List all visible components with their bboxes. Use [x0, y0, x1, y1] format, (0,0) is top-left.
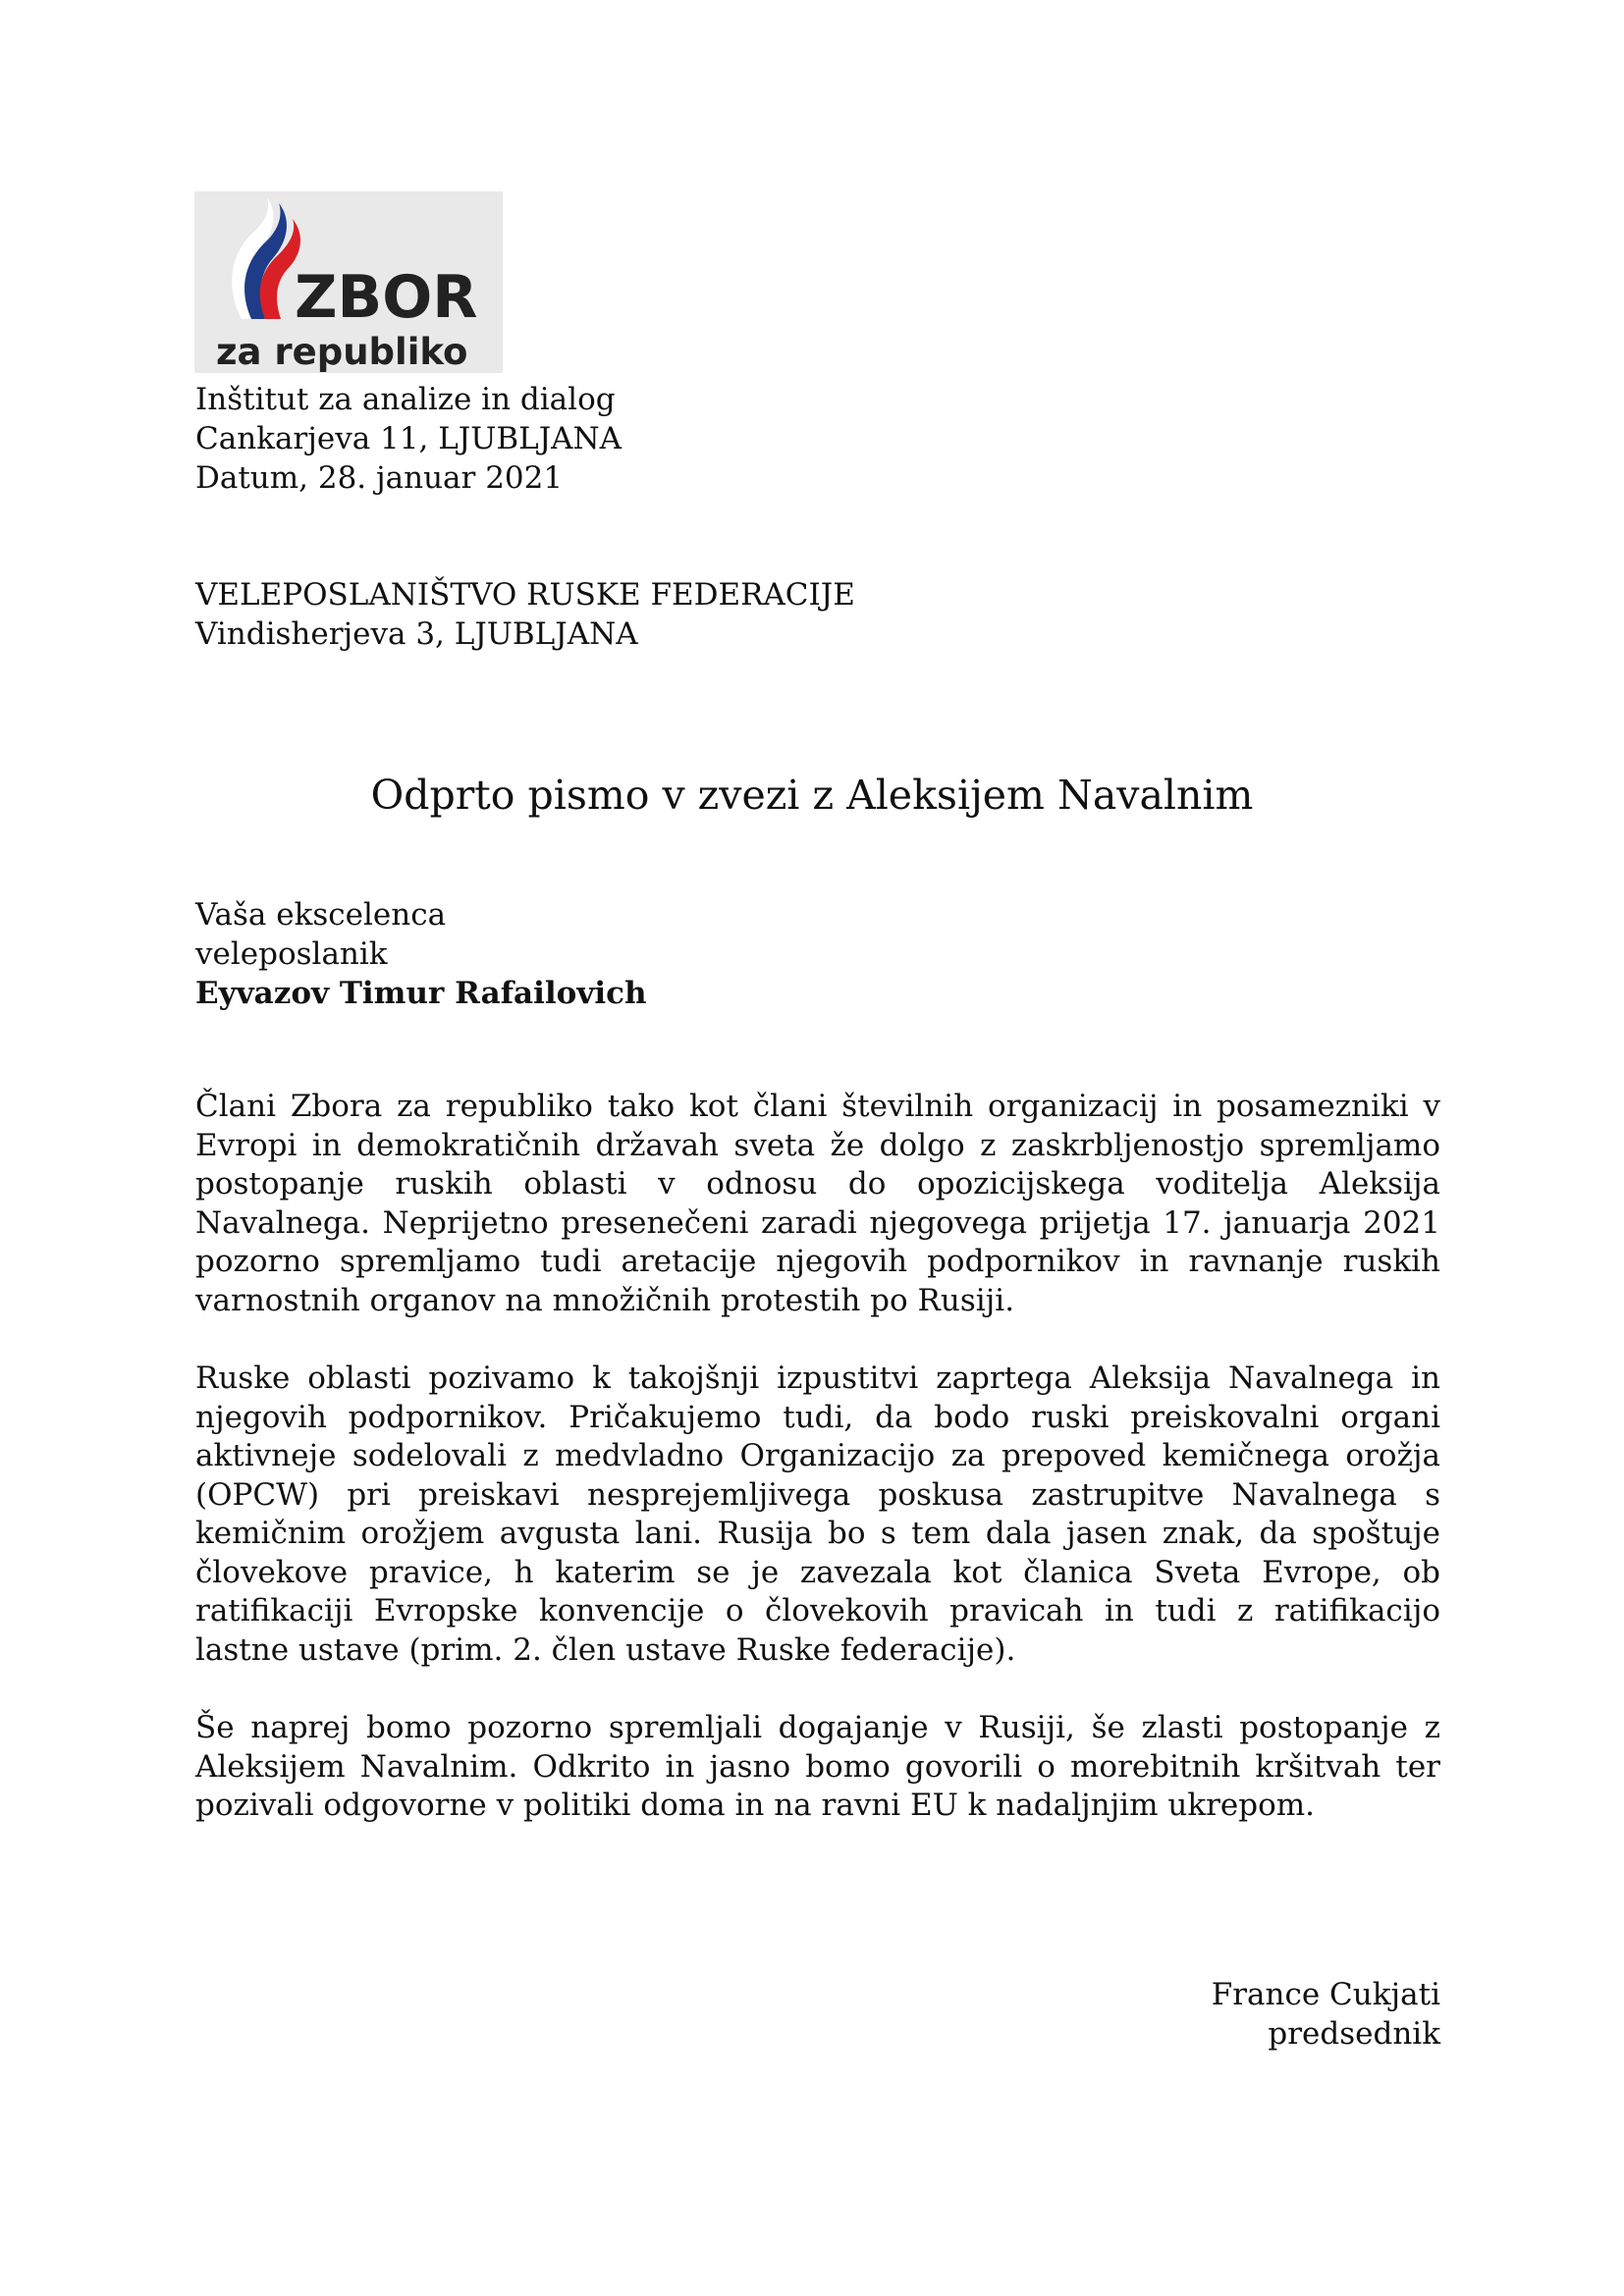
- letter-body: [195, 1088, 1440, 1865]
- letter-date: Datum, 28. januar 2021: [195, 460, 564, 496]
- signatory-name: France Cukjati: [1211, 1977, 1440, 2012]
- recipient-name: VELEPOSLANIŠTVO RUSKE FEDERACIJE: [195, 577, 855, 613]
- signatory-role: predsednik: [1268, 2016, 1440, 2052]
- recipient-address: Vindisherjeva 3, LJUBLJANA: [195, 616, 638, 652]
- body-paragraph-1: Člani Zbora za republiko tako kot člani številnih organizacij in posamezniki v Evropi in demokratičnih državah sveta že dolgo z zaskrbljenostjo spremljamo postopanje ruskih oblasti v odnosu do opozicijskega voditelja Aleksija Navalnega. Neprijetno presenečeni zaradi njegovega prijetja 17. januarja 2021 pozorno spremljamo tudi aretacije njegovih podpornikov in ravnanje ruskih varnostnih organov na množičnih protestih po Rusiji.: [195, 1089, 1440, 1318]
- logo-subtitle: za republiko: [216, 331, 468, 373]
- salutation-block: [195, 895, 647, 1013]
- body-paragraph-2: Ruske oblasti pozivamo k takojšnji izpustitvi zaprtega Aleksija Navalnega in njegovih podpornikov. Pričakujemo tudi, da bodo ruski preiskovalni organi aktivneje sodelovali z medvladno Organizacijo za prepoved kemičnega orožja (OPCW) pri preiskavi nesprejemljivega poskusa zastrupitve Navalnega s kemičnim orožjem avgusta lani. Rusija bo s tem dala jasen znak, da spoštuje človekove pravice, h katerim se je zavezala kot članica Sveta Evrope, ob ratifikaciji Evropske konvencije o človekovih pravicah in tudi z ratifikacijo lastne ustave (prim. 2. člen ustave Ruske federacije).: [195, 1361, 1440, 1668]
- zbor-logo: [194, 191, 503, 373]
- sender-address: Cankarjeva 11, LJUBLJANA: [195, 421, 623, 456]
- signature-block: [1212, 1975, 1440, 2054]
- salutation-line-1: Vaša ekscelenca: [195, 897, 447, 933]
- sender-organization: Inštitut za analize in dialog: [195, 382, 616, 417]
- letter-title: Odprto pismo v zvezi z Aleksijem Navalnim: [370, 772, 1254, 819]
- salutation-line-2: veleposlanik: [195, 936, 388, 972]
- recipient-block: [195, 575, 855, 654]
- body-paragraph-3: Še naprej bomo pozorno spremljali dogajanje v Rusiji, še zlasti postopanje z Aleksijem Navalnim. Odkrito in jasno bomo govorili o morebitnih kršitvah ter pozivali odgovorne v politiki doma in na ravni EU k nadaljnjim ukrepom.: [195, 1710, 1440, 1823]
- logo-title: ZBOR: [295, 263, 478, 332]
- sender-block: [195, 380, 622, 498]
- ambassador-name: Eyvazov Timur Rafailovich: [195, 976, 647, 1011]
